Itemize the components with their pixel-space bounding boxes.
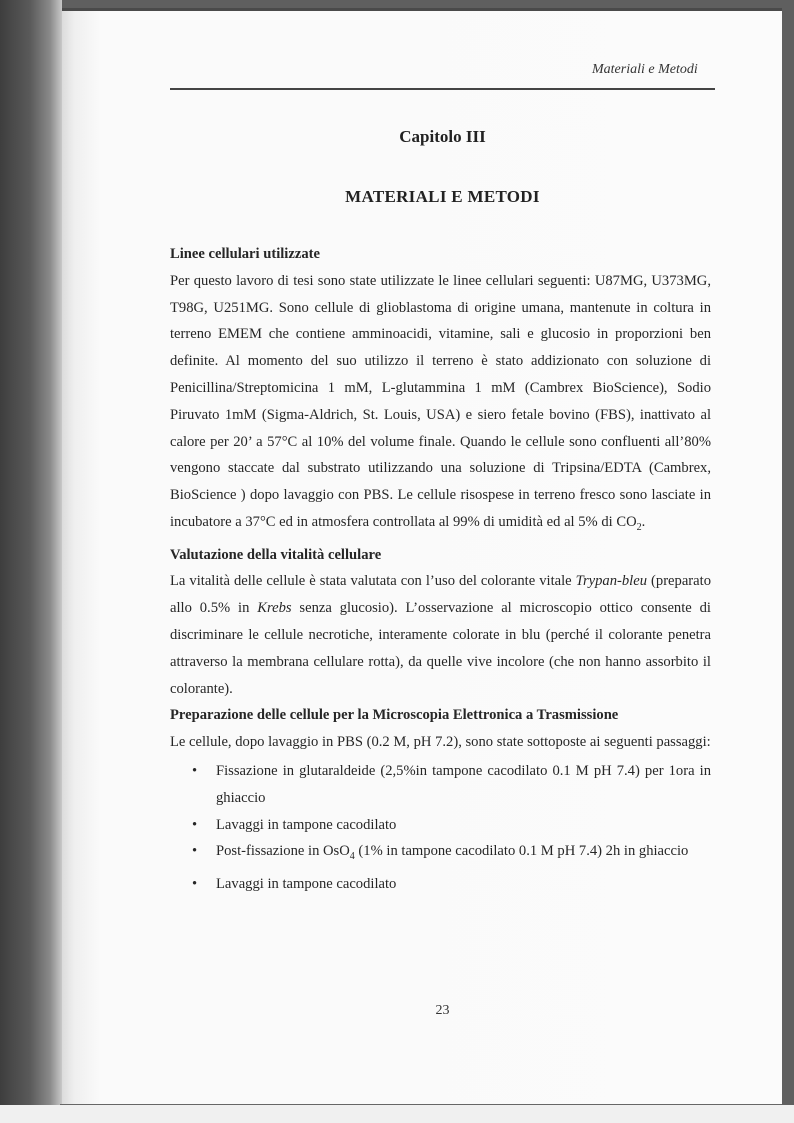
paragraph-text: (preparato allo 0.5% in <box>170 573 711 617</box>
list-item <box>192 871 711 898</box>
paragraph-text: senza glucosio). L’osservazione al microscopio ottico consente di discriminare le cellule necrotiche, interamente colorate in blu (perché il colorante penetra attraverso la membrana cellulare rotta), da quelle vive incolore (che non hanno assorbito il colorante). <box>170 600 711 697</box>
paragraph-end: . <box>641 513 646 530</box>
paragraph-text: Per questo lavoro di tesi sono state utilizzate le linee cellulari seguenti: U87MG, U373MG, T98G, U251MG. Sono cellule di glioblastoma di origine umana, mantenute in coltura in terreno EMEM che contiene amminoacidi, vitamine, sali e glucosio in proporzioni ben definite. Al momento del suo utilizzo il terreno è stato addizionato con soluzione di Penicillina/Streptomicina 1 mM, L-glutammina 1 mM (Cambrex BioScience), Sodio Piruvato 1mM (Sigma-Aldrich, St. Louis, USA) e siero fetale bovino (FBS), inattivato al calore per 20’ a 57°C al 10% del volume finale. Quando le cellule sono confluenti all’80% vengono staccate dal substrato utilizzando una soluzione di Tripsina/EDTA (Cambrex, BioScience ) dopo lavaggio con PBS. Le cellule risospese in terreno fresco sono lasciate in incubatore a 37°C ed in atmosfera controllata al 99% di umidità ed al 5% di CO <box>170 272 711 530</box>
list-item-text: Lavaggi in tampone cacodilato <box>216 876 397 893</box>
chapter-title: MATERIALI E METODI <box>345 187 540 206</box>
book-spine-shadow <box>0 0 62 1123</box>
krebs-term: Krebs <box>257 600 292 617</box>
list-item <box>192 838 711 871</box>
running-header: Materiali e Metodi <box>592 62 698 77</box>
subscript: 4 <box>349 851 355 863</box>
bottom-margin <box>0 1105 794 1123</box>
bullet-icon: • <box>192 816 198 833</box>
paragraph-text: La vitalità delle cellule è stata valutata con l’uso del colorante vitale <box>170 573 576 590</box>
chapter-label: Capitolo III <box>399 127 486 146</box>
procedure-list <box>170 758 711 898</box>
section-heading-tem: Preparazione delle cellule per la Microscopia Elettronica a Trasmissione <box>170 707 619 724</box>
list-item <box>192 812 711 839</box>
list-item <box>192 758 711 812</box>
section-heading-cell-lines: Linee cellulari utilizzate <box>170 246 320 262</box>
bullet-icon: • <box>192 876 198 893</box>
list-item-text: Post-fissazione in OsO <box>216 843 350 860</box>
bullet-icon: • <box>192 763 198 780</box>
paragraph-tem: Le cellule, dopo lavaggio in PBS (0.2 M, pH 7.2), sono state sottoposte ai seguenti passaggi: <box>170 734 711 751</box>
subscript: 2 <box>636 521 642 533</box>
trypan-term: Trypan-bleu <box>575 573 648 590</box>
body-text <box>170 241 711 898</box>
list-item-text: Lavaggi in tampone cacodilato <box>216 816 397 833</box>
paragraph-viability <box>170 568 711 702</box>
section-heading-viability: Valutazione della vitalità cellulare <box>170 546 382 563</box>
header-rule <box>170 88 715 90</box>
list-item-text: (1% in tampone cacodilato 0.1 M pH 7.4) 2h in ghiaccio <box>354 843 689 860</box>
list-item-text: Fissazione in glutaraldeide (2,5%in tampone cacodilato 0.1 M pH 7.4) per 1ora in ghiaccio <box>216 763 711 806</box>
paragraph-cell-lines <box>170 268 711 542</box>
bullet-icon: • <box>192 843 198 860</box>
page-number: 23 <box>435 1003 450 1018</box>
